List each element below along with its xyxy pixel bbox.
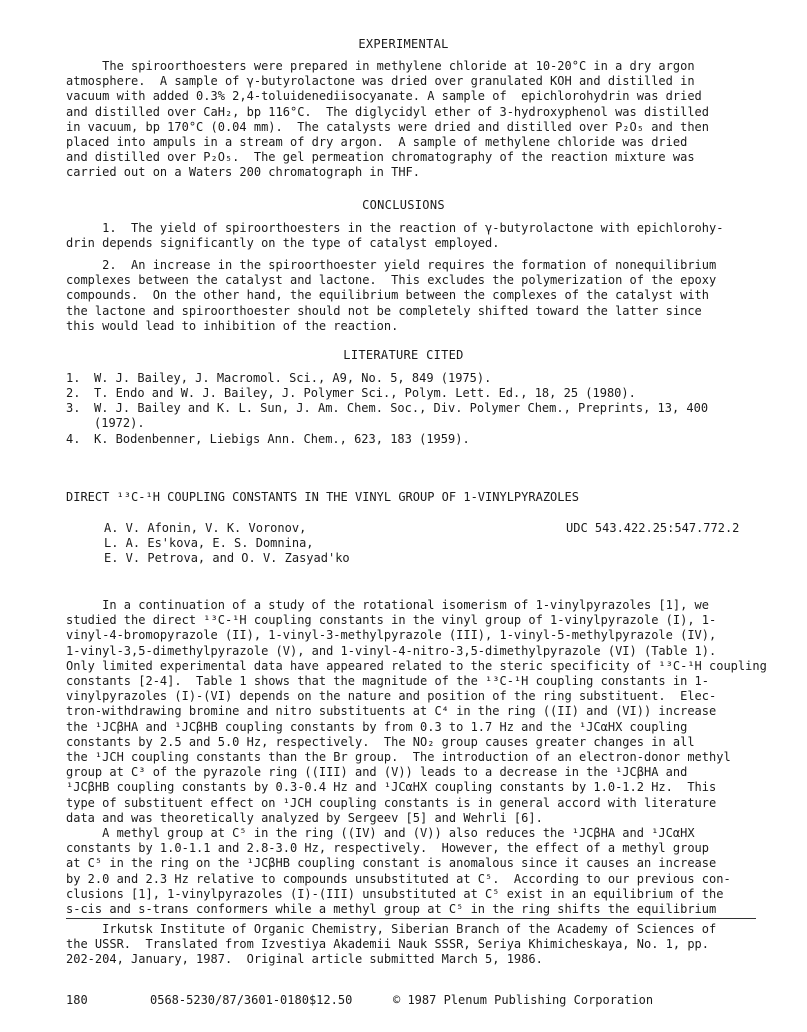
reference-item: 4. K. Bodenbenner, Liebigs Ann. Chem., 623, 183 (1959). [66,432,470,446]
reference-item: 3. W. J. Bailey and K. L. Sun, J. Am. Chem. Soc., Div. Polymer Chem., Preprints, 13, 400 (1972). [66,401,709,431]
udc-code: UDC 543.422.25:547.772.2 [566,521,740,535]
experimental-heading: EXPERIMENTAL [358,37,449,51]
conclusion-item-2: 2. An increase in the spiroorthoester yield requires the formation of nonequilibrium complexes between the catalyst and lactone. This excludes the polymerization of the epoxy compounds. On the other hand, the equilibrium between the complexes of the catalyst with the lactone and spiroorthoester should not be completely shifted toward the latter since this would lead to inhibition of the reaction. [66,258,717,333]
literature-heading: LITERATURE CITED [343,348,464,362]
conclusions-heading: CONCLUSIONS [362,198,445,212]
reference-item: 1. W. J. Bailey, J. Macromol. Sci., A9, No. 5, 849 (1975). [66,371,492,385]
footnote-divider [66,918,756,919]
copyright-notice: © 1987 Plenum Publishing Corporation [393,993,654,1007]
authors-block: A. V. Afonin, V. K. Voronov, L. A. Es'kova, E. S. Domnina, E. V. Petrova, and O. V. Zasyad'ko [104,521,350,566]
article-code: 0568-5230/87/3601-0180$12.50 [150,993,353,1007]
reference-item: 2. T. Endo and W. J. Bailey, J. Polymer Sci., Polym. Lett. Ed., 18, 25 (1980). [66,386,636,400]
page-number: 180 [66,993,88,1007]
article-title: DIRECT ¹³C-¹H COUPLING CONSTANTS IN THE VINYL GROUP OF 1-VINYLPYRAZOLES [66,490,579,504]
experimental-paragraph: The spiroorthoesters were prepared in methylene chloride at 10-20°C in a dry argon atmosphere. A sample of γ-butyrolactone was dried over granulated KOH and distilled in vacuum with added 0.3% 2,4-toluidenediisocyanate. A sample of epichlorohydrin was dried and distilled over CaH₂, bp 116°C. The diglycidyl ether of 3-hydroxyphenol was distilled in vacuum, bp 170°C (0.04 mm). The catalysts were dried and distilled over P₂O₅ and then placed into ampuls in a stream of dry argon. A sample of methylene chloride was dried and distilled over P₂O₅. The gel permeation chromatography of the reaction mixture was carried out on a Waters 200 chromatograph in THF. [66,59,709,180]
footnote: Irkutsk Institute of Organic Chemistry, Siberian Branch of the Academy of Sciences of the USSR. Translated from Izvestiya Akademii Nauk SSSR, Seriya Khimicheskaya, No. 1, pp. 202-204, January, 1987. Original article submitted March 5, 1986. [66,922,717,967]
article-body: In a continuation of a study of the rotational isomerism of 1-vinylpyrazoles [1], we studied the direct ¹³C-¹H coupling constants in the vinyl group of 1-vinylpyrazole (I), 1- vinyl-4-bromopyrazole (II), 1-vinyl-3-methylpyrazole (III), 1-vinyl-5-methylpyrazole (IV), 1-vinyl-3,5-dimethylpyrazole (V), and 1-vinyl-4-nitro-3,5-dimethylpyrazole (VI) (Table 1). Only limited experimental data have appeared related to the steric specificity of ¹³C-¹H coupling constants [2-4]. Table 1 shows that the magnitude of the ¹³C-¹H coupling constants in 1- vinylpyrazoles (I)-(VI) depends on the nature and position of the ring substituent. Elec- tron-withdrawing bromine and nitro substituents at C⁴ in the ring ((II) and (VI)) increase the ¹JCβHA and ¹JCβHB coupling constants by from 0.3 to 1.7 Hz and the ¹JCαHX coupling constants by 2.5 and 5.0 Hz, respectively. The NO₂ group causes greater changes in all the ¹JCH coupling constants than the Br group. The introduction of an electron-donor methyl group at C³ of the pyrazole ring ((III) and (V)) leads to a decrease in the ¹JCβHA and ¹JCβHB coupling constants by 0.3-0.4 Hz and ¹JCαHX coupling constants by 1.0-1.2 Hz. This type of substituent effect on ¹JCH coupling constants is in general accord with literature data and was theoretically analyzed by Sergeev [5] and Wehrli [6]. A methyl group at C⁵ in the ring ((IV) and (V)) also reduces the ¹JCβHA and ¹JCαHX constants by 1.0-1.1 and 2.8-3.0 Hz, respectively. However, the effect of a methyl group at C⁵ in the ring on the ¹JCβHB coupling constant is anomalous since it causes an increase by 2.0 and 2.3 Hz relative to compounds unsubstituted at C⁵. According to our previous con- clusions [1], 1-vinylpyrazoles (I)-(III) unsubstituted at C⁵ exist in an equilibrium of the s-cis and s-trans conformers while a methyl group at C⁵ in the ring shifts the equilibrium [66,598,767,917]
conclusion-item-1: 1. The yield of spiroorthoesters in the reaction of γ-butyrolactone with epichlorohy- drin depends significantly on the type of catalyst employed. [66,221,724,251]
